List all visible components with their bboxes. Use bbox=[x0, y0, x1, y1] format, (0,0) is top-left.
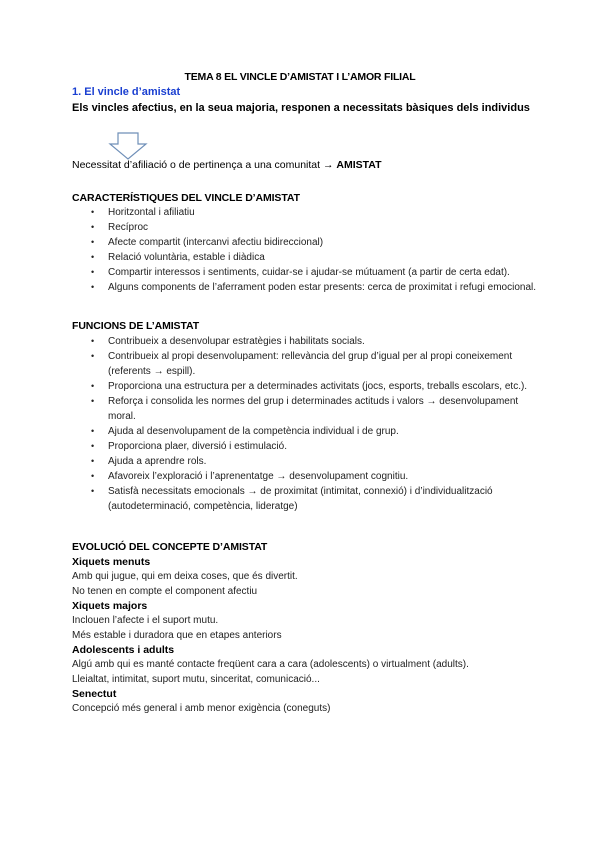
list-item-text: Recíproc bbox=[108, 222, 149, 233]
bullet-icon: • bbox=[91, 381, 95, 391]
list-item bbox=[72, 265, 542, 280]
down-arrow-icon bbox=[108, 132, 148, 160]
bullet-icon: • bbox=[91, 207, 95, 217]
list-item-text: Alguns components de l’aferrament poden estar presents: cerca de proximitat i refugi emocional. bbox=[108, 282, 537, 293]
list-item bbox=[72, 454, 542, 469]
bullet-icon: • bbox=[91, 282, 95, 292]
list-item-text: Ajuda al desenvolupament de la competència individual i de grup. bbox=[108, 426, 399, 437]
group-title: Xiquets majors bbox=[72, 600, 148, 612]
bullet-icon: • bbox=[91, 237, 95, 247]
list-item bbox=[72, 439, 542, 454]
need-statement bbox=[72, 159, 382, 171]
list-item-text: Afavoreix l’exploració i l’aprenentatge → desenvolupament cognitiu. bbox=[108, 471, 409, 482]
bullet-icon: • bbox=[91, 222, 95, 232]
group-line: Algú amb qui es manté contacte freqüent cara a cara (adolescents) o virtualment (adults). bbox=[72, 659, 469, 670]
group-line: Amb qui jugue, qui em deixa coses, que és divertit. bbox=[72, 571, 298, 582]
list-item bbox=[72, 469, 542, 484]
list-item bbox=[72, 280, 542, 295]
list-item bbox=[72, 235, 542, 250]
caracteristiques-list bbox=[72, 205, 542, 295]
list-item-text: Compartir interessos i sentiments, cuidar-se i ajudar-se mútuament (a partir de certa edat). bbox=[108, 267, 510, 278]
bullet-icon: • bbox=[91, 426, 95, 436]
bullet-icon: • bbox=[91, 267, 95, 277]
list-item bbox=[72, 205, 542, 220]
need-bold: AMISTAT bbox=[336, 159, 382, 171]
bullet-icon: • bbox=[91, 252, 95, 262]
bullet-icon: • bbox=[91, 351, 95, 361]
section-heading-vincle: 1. El vincle d’amistat bbox=[72, 86, 181, 98]
list-item-text: Contribueix a desenvolupar estratègies i habilitats socials. bbox=[108, 336, 365, 347]
list-item-text: Relació voluntària, estable i diàdica bbox=[108, 252, 265, 263]
funcions-list bbox=[72, 334, 542, 514]
group-line: No tenen en compte el component afectiu bbox=[72, 586, 258, 597]
group-line: Concepció més general i amb menor exigència (coneguts) bbox=[72, 703, 331, 714]
list-item-text: Contribueix al propi desenvolupament: rellevància del grup d’igual per al propi coneixement (referents → espill). bbox=[108, 351, 513, 377]
list-item bbox=[72, 349, 542, 379]
list-item bbox=[72, 394, 542, 424]
group-line: Més estable i duradora que en etapes anteriors bbox=[72, 630, 282, 641]
bullet-icon: • bbox=[91, 486, 95, 496]
list-item bbox=[72, 484, 542, 514]
list-item bbox=[72, 334, 542, 349]
list-item-text: Afecte compartit (intercanvi afectiu bidireccional) bbox=[108, 237, 324, 248]
group-line: Lleialtat, intimitat, suport mutu, sinceritat, comunicació... bbox=[72, 674, 320, 685]
bullet-icon: • bbox=[91, 396, 95, 406]
page-title: TEMA 8 EL VINCLE D’AMISTAT I L’AMOR FILIAL bbox=[184, 71, 416, 83]
bullet-icon: • bbox=[91, 336, 95, 346]
caracteristiques-heading: CARACTERÍSTIQUES DEL VINCLE D’AMISTAT bbox=[72, 192, 300, 204]
list-item-text: Proporciona una estructura per a determinades activitats (jocs, esports, treballs escolars, etc.). bbox=[108, 381, 528, 392]
list-item-text: Reforça i consolida les normes del grup i determinades actituds i valors → desenvolupament moral. bbox=[108, 396, 519, 422]
list-item bbox=[72, 220, 542, 235]
list-item-text: Satisfà necessitats emocionals → de proximitat (intimitat, connexió) i d’individualització (autodeterminació, competència, lideratge) bbox=[108, 486, 493, 512]
group-title: Adolescents i adults bbox=[72, 644, 175, 656]
bullet-icon: • bbox=[91, 441, 95, 451]
lead-paragraph: Els vincles afectius, en la seua majoria, responen a necessitats bàsiques dels individus bbox=[72, 102, 530, 114]
bullet-icon: • bbox=[91, 471, 95, 481]
list-item-text: Proporciona plaer, diversió i estimulació. bbox=[108, 441, 287, 452]
list-item-text: Ajuda a aprendre rols. bbox=[108, 456, 207, 467]
evolucio-heading: EVOLUCIÓ DEL CONCEPTE D’AMISTAT bbox=[72, 541, 268, 553]
list-item bbox=[72, 250, 542, 265]
list-item bbox=[72, 424, 542, 439]
funcions-heading: FUNCIONS DE L’AMISTAT bbox=[72, 320, 200, 332]
group-title: Senectut bbox=[72, 688, 117, 700]
group-title: Xiquets menuts bbox=[72, 556, 151, 568]
list-item-text: Horitzontal i afiliatiu bbox=[108, 207, 195, 218]
bullet-icon: • bbox=[91, 456, 95, 466]
need-text: Necessitat d’afiliació o de pertinença a una comunitat → bbox=[72, 159, 337, 171]
list-item bbox=[72, 379, 542, 394]
group-line: Inclouen l’afecte i el suport mutu. bbox=[72, 615, 219, 626]
